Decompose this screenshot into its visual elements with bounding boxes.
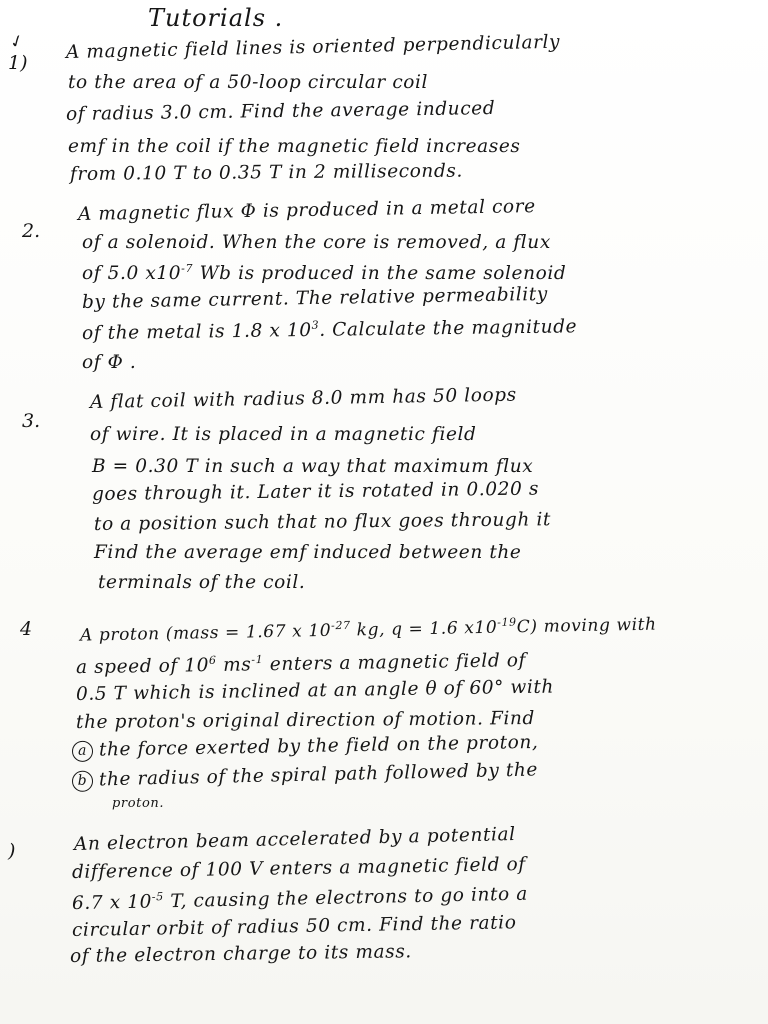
question-3-line: B = 0.30 T in such a way that maximum flux	[92, 456, 534, 477]
part-label: b	[72, 771, 93, 792]
question-4-line: the proton's original direction of motion. Find	[75, 707, 536, 733]
question-5-line: 6.7 x $10^{-5}$ T, causing the electrons to go into a	[71, 883, 529, 915]
question-3-line: of wire. It is placed in a magnetic field	[90, 424, 477, 445]
question-2-line: by the same current. The relative permeability	[81, 283, 549, 313]
question-1-line: to the area of a 50-loop circular coil	[68, 72, 429, 93]
question-4-line: proton.	[112, 796, 165, 811]
question-3-number: 3.	[22, 410, 41, 432]
question-2-line: A magnetic flux Φ is produced in a metal core	[77, 196, 536, 225]
question-1-line: A magnetic field lines is oriented perpendicularly	[65, 31, 561, 63]
question-4-line: 0.5 T which is inclined at an angle θ of 60° with	[75, 676, 555, 705]
question-1-line: from 0.10 T to 0.35 T in 2 milliseconds.	[69, 160, 464, 185]
question-5-line: of the electron charge to its mass.	[69, 941, 412, 967]
question-2-number: 2.	[22, 220, 41, 242]
check-mark: ✓	[7, 30, 28, 54]
question-4-number: 4	[20, 618, 33, 640]
question-2-line: of 5.0 $x10^{-7}$ Wb is produced in the same solenoid	[82, 262, 567, 285]
question-3-line: Find the average emf induced between the	[94, 542, 522, 563]
question-3-line: goes through it. Later it is rotated in 0.020 s	[91, 478, 540, 505]
question-3-line: A flat coil with radius 8.0 mm has 50 loops	[89, 384, 517, 413]
question-4-line: a the force exerted by the field on the proton,	[72, 732, 539, 762]
question-5-number: )	[8, 840, 16, 862]
question-4-line: b the radius of the spiral path followed by the	[72, 759, 538, 792]
question-2-line: of a solenoid. When the core is removed, a flux	[82, 232, 551, 253]
question-2-line: of the metal is 1.8 x $10^3$. Calculate the magnitude	[81, 316, 578, 345]
question-1-line: emf in the coil if the magnetic field increases	[68, 136, 521, 157]
page-title: Tutorials .	[148, 4, 284, 32]
question-5-line: circular orbit of radius 50 cm. Find the ratio	[71, 912, 517, 941]
question-5-line: difference of 100 V enters a magnetic field of	[71, 854, 526, 883]
question-4-line: A proton (mass = 1.67 x $10^{-27}$ kg, q = 1.6 $x10^{-19}C$) moving with	[79, 614, 657, 646]
question-3-line: terminals of the coil.	[98, 572, 306, 593]
question-1-line: of radius 3.0 cm. Find the average induced	[65, 98, 496, 125]
question-4-line: a speed of $10^6$ $ms^{-1}$ enters a magnetic field of	[75, 650, 527, 679]
question-2-line: of Φ .	[82, 352, 137, 373]
question-5-line: An electron beam accelerated by a potential	[73, 823, 516, 855]
question-3-line: to a position such that no flux goes through it	[93, 509, 552, 535]
question-1-number: 1)	[8, 52, 28, 74]
part-label: a	[72, 741, 93, 762]
